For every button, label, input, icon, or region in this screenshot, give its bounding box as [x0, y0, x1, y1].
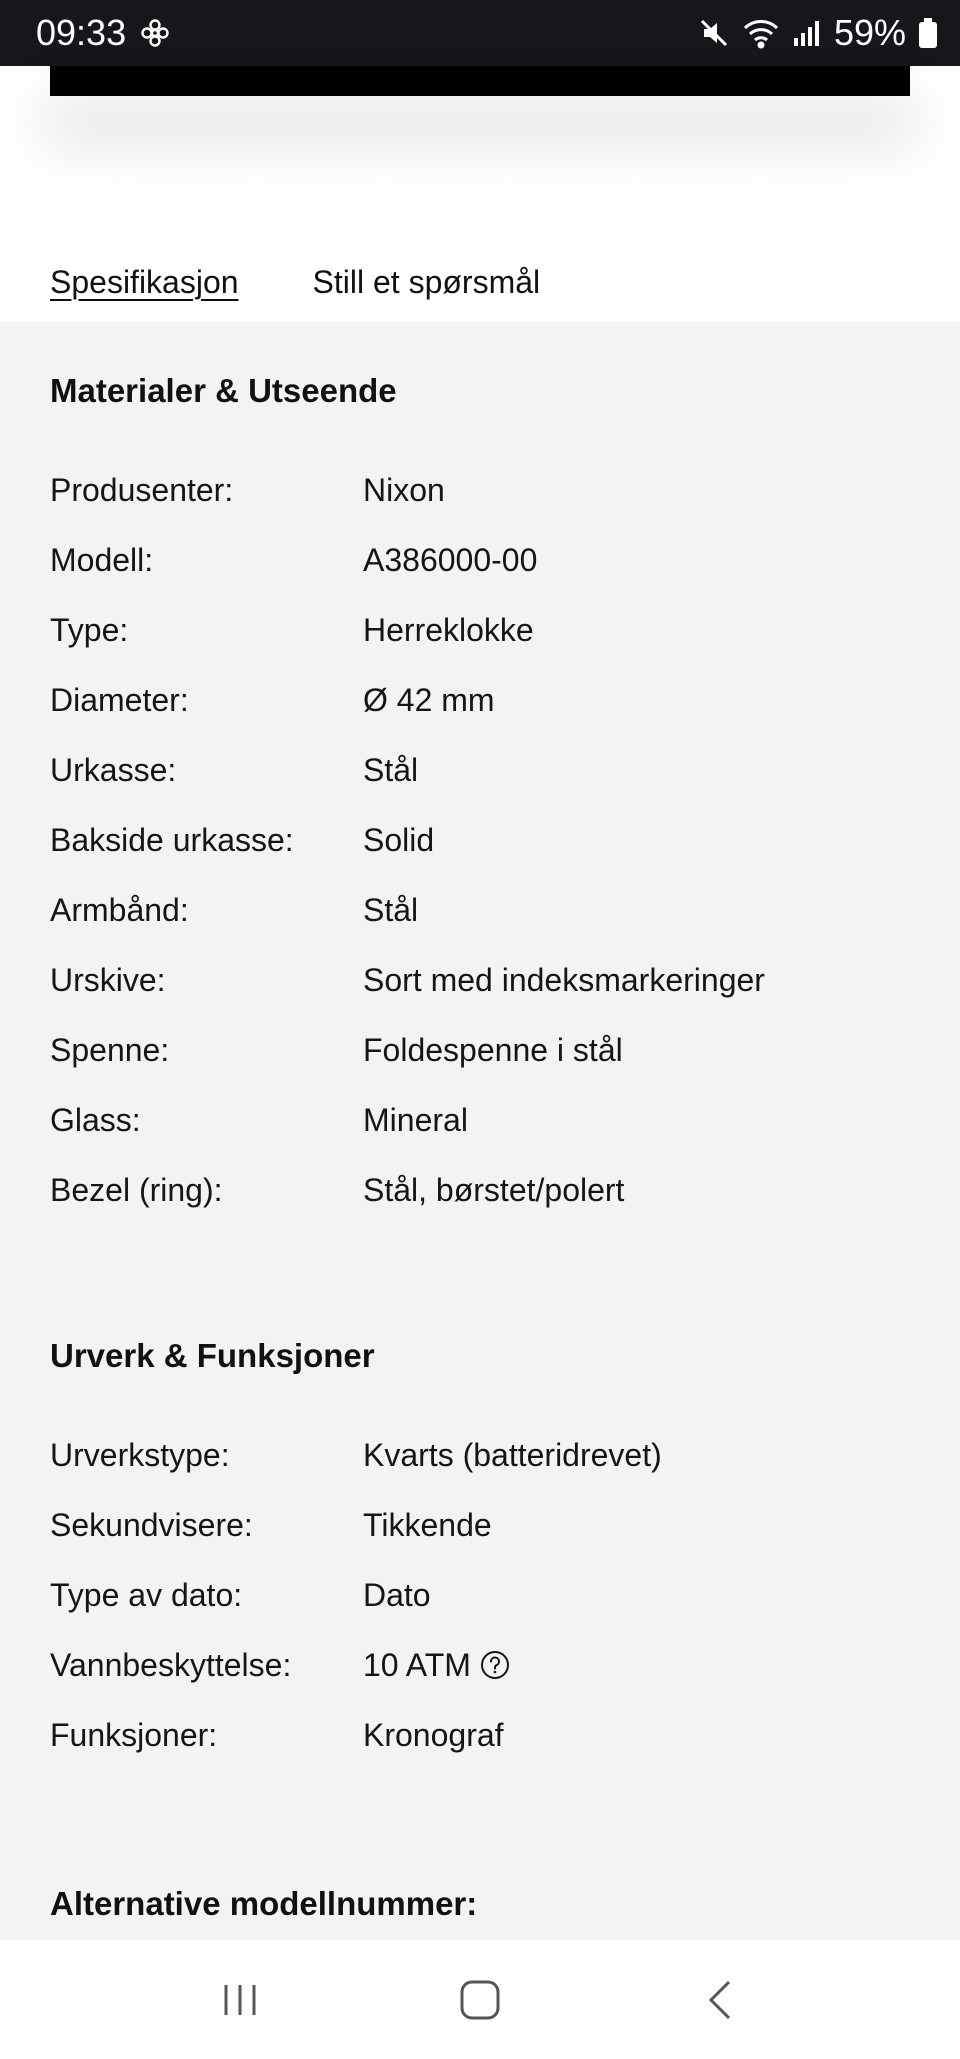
- spec-label: Diameter:: [50, 681, 189, 718]
- battery-icon: [918, 17, 938, 49]
- status-left: [36, 12, 170, 54]
- tab-spesifikasjon[interactable]: Spesifikasjon: [50, 264, 239, 300]
- product-image-card[interactable]: [50, 66, 910, 96]
- spec-value: Kvarts (batteridrevet): [363, 1436, 662, 1473]
- spec-label: Type:: [50, 611, 129, 648]
- spec-value: Mineral: [363, 1101, 468, 1138]
- spec-row: [50, 1420, 910, 1490]
- materials-spec-list: [50, 455, 910, 1225]
- movement-section-title: Urverk & Funksjoner: [50, 1337, 375, 1374]
- movement-spec-list: [50, 1420, 910, 1770]
- spec-row: [50, 1560, 910, 1630]
- spec-value: Dato: [363, 1576, 431, 1613]
- spec-row: [50, 525, 910, 595]
- battery-percent: 59%: [833, 12, 906, 53]
- spec-row: [50, 945, 910, 1015]
- spec-label: Urkasse:: [50, 751, 177, 788]
- spec-value: Herreklokke: [363, 611, 534, 648]
- spec-value: Kronograf: [363, 1716, 504, 1753]
- spec-row: [50, 875, 910, 945]
- spec-value: Stål: [363, 751, 419, 788]
- spec-label: Type av dato:: [50, 1576, 243, 1613]
- spec-value: Stål, børstet/polert: [363, 1171, 625, 1208]
- spec-label: Sekundvisere:: [50, 1506, 253, 1543]
- system-navigation-bar: [0, 1940, 960, 2059]
- spec-row: [50, 735, 910, 805]
- spec-label: Modell:: [50, 541, 154, 578]
- fan-icon: [140, 18, 170, 48]
- materials-section-title: Materialer & Utseende: [50, 372, 397, 409]
- wifi-icon: [742, 17, 780, 49]
- spec-label: Produsenter:: [50, 471, 234, 508]
- spec-label: Armbånd:: [50, 891, 189, 928]
- spec-value-with-help: [363, 1647, 511, 1684]
- spec-value: Stål: [363, 891, 419, 928]
- spec-row: [50, 1085, 910, 1155]
- spec-value: Tikkende: [363, 1506, 492, 1543]
- spec-label: Bakside urkasse:: [50, 821, 294, 858]
- specification-panel: [0, 322, 960, 1940]
- spec-value: Sort med indeksmarkeringer: [363, 961, 765, 998]
- spec-row: [50, 1490, 910, 1560]
- spec-row: [50, 1630, 910, 1700]
- spec-row: [50, 1155, 910, 1225]
- status-bar: [0, 0, 960, 66]
- spec-value: A386000-00: [363, 541, 538, 578]
- spec-value: Ø 42 mm: [363, 681, 495, 718]
- spec-row: [50, 1700, 910, 1770]
- spec-label: Spenne:: [50, 1031, 170, 1068]
- spec-label: Vannbeskyttelse:: [50, 1646, 292, 1683]
- spec-value: Foldespenne i stål: [363, 1031, 623, 1068]
- spec-row: [50, 805, 910, 875]
- spec-value: Nixon: [363, 471, 445, 508]
- status-right: [698, 12, 938, 54]
- spec-row: [50, 455, 910, 525]
- water-resistance-value: 10 ATM: [363, 1646, 471, 1683]
- recent-apps-button[interactable]: [200, 1960, 280, 2040]
- home-button[interactable]: [440, 1960, 520, 2040]
- spec-label: Bezel (ring):: [50, 1171, 223, 1208]
- spec-label: Urskive:: [50, 961, 166, 998]
- spec-label: Urverkstype:: [50, 1436, 230, 1473]
- spec-row: [50, 595, 910, 665]
- spec-label: Glass:: [50, 1101, 141, 1138]
- help-circle-icon[interactable]: [479, 1649, 511, 1681]
- tab-still-et-sporsmal[interactable]: Still et spørsmål: [312, 264, 541, 300]
- mute-icon: [698, 17, 730, 49]
- status-time: 09:33: [36, 12, 127, 53]
- product-tabs: [24, 240, 608, 322]
- signal-icon: [792, 18, 822, 48]
- alternative-section-title: Alternative modellnummer:: [50, 1885, 478, 1922]
- spec-row: [50, 665, 910, 735]
- spec-row: [50, 1015, 910, 1085]
- spec-value: Solid: [363, 821, 435, 858]
- spec-label: Funksjoner:: [50, 1716, 218, 1753]
- back-button[interactable]: [680, 1960, 760, 2040]
